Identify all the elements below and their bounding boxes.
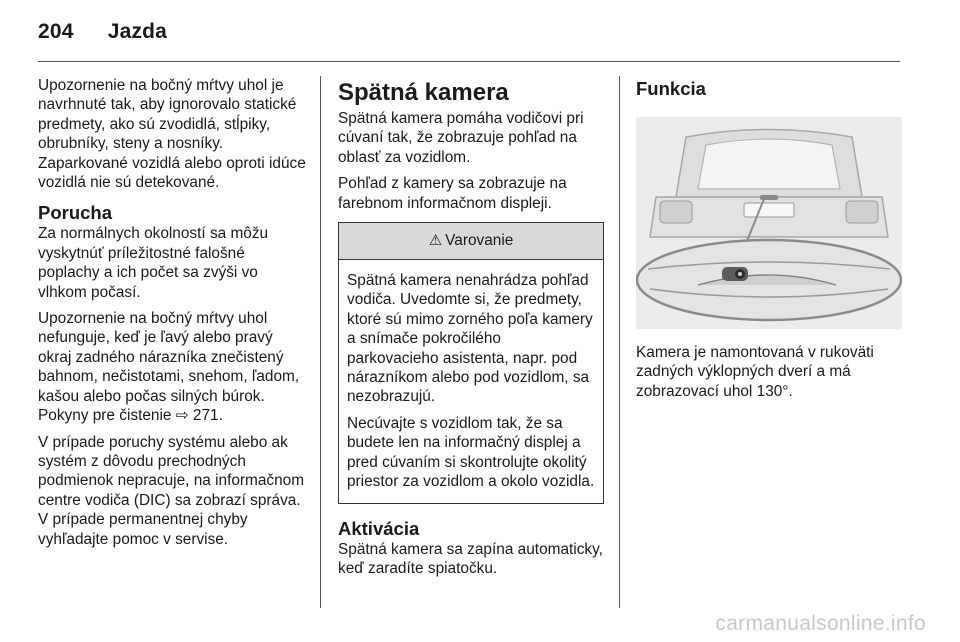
function-heading: Funkcia — [636, 78, 706, 99]
rear-camera-illustration — [636, 117, 902, 329]
page-reference-icon: ⇨ — [175, 407, 189, 425]
activation-heading: Aktivácia — [338, 517, 420, 539]
header-rule — [38, 61, 900, 62]
fault-paragraph-1: Za normálnych okolností sa môžu vyskytnúť príležitostné falošné poplachy a ich počet sa zvýši vo vlhkom počasí. — [38, 225, 269, 301]
warning-title: Varovanie — [445, 232, 514, 250]
column-1 — [38, 76, 306, 556]
camera-paragraph-1: Spätná kamera pomáha vodičovi pri cúvaní tak, že zobrazuje pohľad na oblasť za vozidlom. — [338, 110, 584, 166]
function-caption: Kamera je namontovaná v rukoväti zadných výklopných dverí a má zobrazovací uhol 130°. — [636, 344, 874, 400]
page-number: 204 — [38, 20, 74, 43]
page-reference-link[interactable]: 271. — [192, 407, 223, 425]
intro-paragraph: Upozornenie na bočný mŕtvy uhol je navrhnuté tak, aby ignorovalo statické predmety, ako sú zvodidlá, stĺpiky, obrubníky, steny a nosníky. Zaparkované vozidlá alebo oproti idúce vozidlá nie sú detekované. — [38, 77, 306, 192]
section-heading-rear-camera: Spätná kamera — [338, 79, 509, 106]
column-divider-2 — [619, 76, 620, 608]
page-header — [38, 20, 167, 44]
warning-triangle-icon: ⚠ — [428, 232, 443, 250]
warning-body — [339, 260, 603, 502]
column-3 — [636, 76, 902, 408]
warning-paragraph-2: Necúvajte s vozidlom tak, že sa budete len na informačný displej a pred cúvaním si skontrolujte okolitý priestor za vozidlom a okolo vozidla. — [347, 414, 595, 491]
camera-paragraph-2: Pohľad z kamery sa zobrazuje na farebnom informačnom displeji. — [338, 175, 567, 212]
section-title: Jazda — [107, 20, 168, 43]
fault-paragraph-3: V prípade poruchy systému alebo ak systém z dôvodu prechodných podmienok nepracuje, na informačnom centre vodiča (DIC) sa zobrazí správa. V prípade permanentnej chyby vyhľadajte pomoc v servise. — [38, 433, 305, 548]
column-2 — [338, 76, 604, 585]
activation-paragraph: Spätná kamera sa zapína automaticky, keď zaradíte spiatočku. — [338, 540, 603, 577]
warning-box — [338, 222, 604, 503]
column-divider-1 — [320, 76, 321, 608]
warning-header — [339, 223, 603, 260]
warning-paragraph-1: Spätná kamera nenahrádza pohľad vodiča. Uvedomte si, že predmety, ktoré sú mimo zorného poľa kamery a snímače pokročilého parkovacieho asistenta, napr. pod nárazníkom alebo pod vozidlom, sa nezobrazujú. — [347, 272, 593, 406]
fault-heading: Porucha — [38, 202, 113, 224]
watermark: carmanualsonline.info — [715, 612, 926, 635]
fault-paragraph-2-text: Upozornenie na bočný mŕtvy uhol nefunguje, keď je ľavý alebo pravý okraj zadného nárazníka znečistený bahnom, nečistotami, snehom, ľadom, kašou alebo počas silných búrok. Pokyny pre čistenie — [38, 310, 300, 425]
fault-paragraph-2 — [38, 309, 306, 425]
